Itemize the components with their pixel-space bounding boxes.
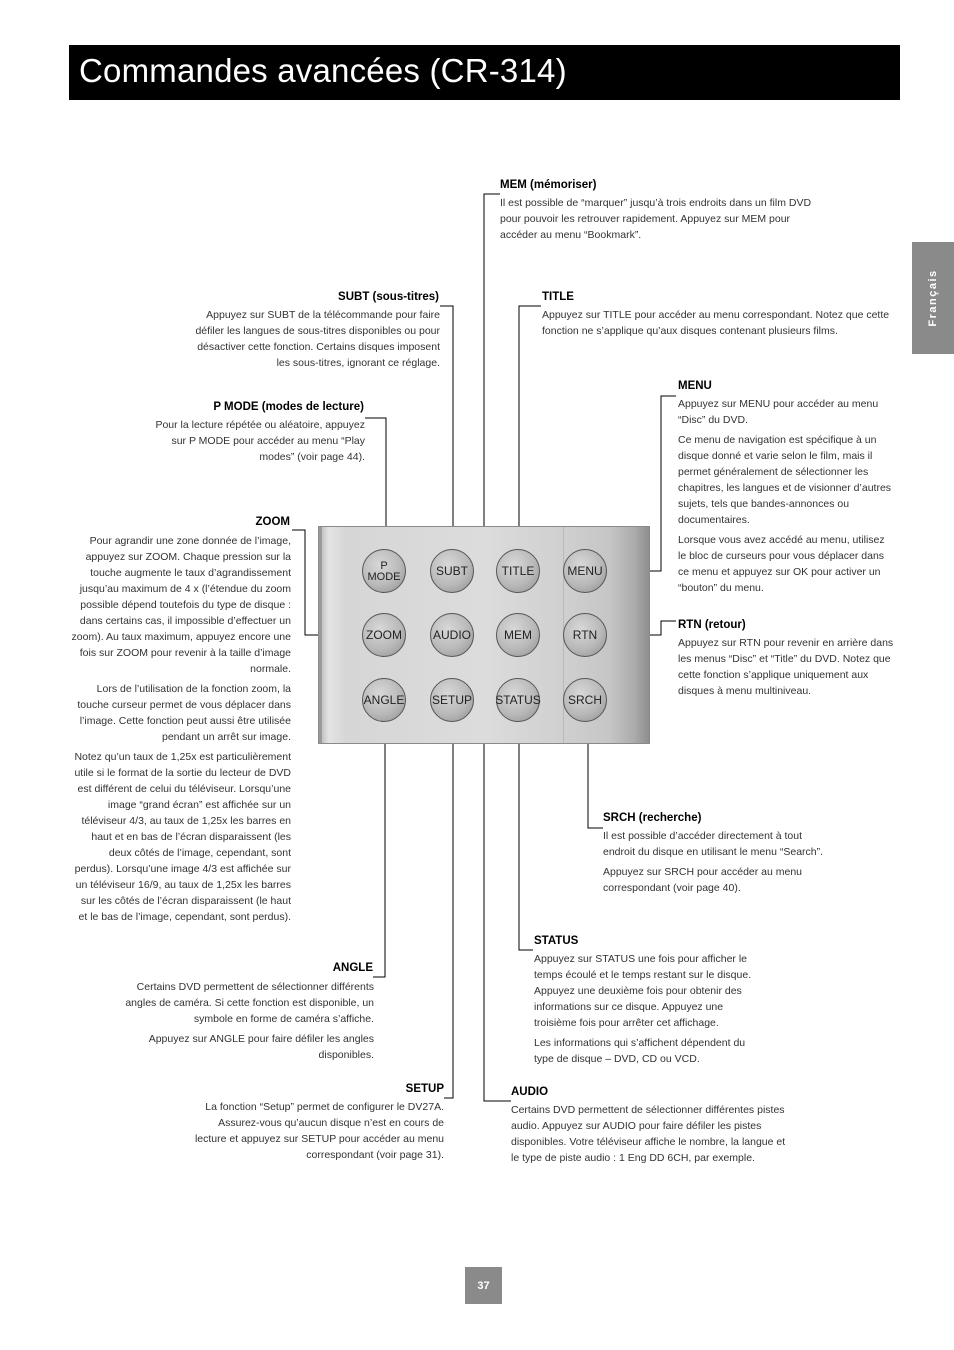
pmode-description: Pour la lecture répétée ou aléatoire, appuyez sur P MODE pour accéder au menu “Play modes” (voir page 44).: [155, 419, 365, 463]
menu-heading: MENU: [678, 380, 712, 392]
zoom-description: Pour agrandir une zone donnée de l’image, appuyez sur ZOOM. Chaque pression sur la touche augmente le taux d’agrandissement jusqu’au maximum de 4 x (l’étendue du zoom possible dépend toutefois du type de disque : dans certains cas, il impossible d’effectuer un zoom). Au taux maximum, appuyez encore une fois sur ZOOM pour revenir à la taille d’image normale. Lors de l’utilisation de la fonction zoom, la touche curseur permet de vous déplacer dans l’image. Cette fonction peut aussi être utilisée pendant un arrêt sur image. Notez qu’un taux de 1,25x est particulièrement utile si le format de la sortie du lecteur de DVD est différent de celui du téléviseur. Lorsqu’une image “grand écran” est affichée sur un téléviseur 4/3, au taux de 1,25x les barres en haut et en bas de l’écran disparaissent (les deux côtés de l’image, cependant, sont perdus). Lorsqu’une image 4/3 est affichée sur un téléviseur 16/9, au taux de 1,25x les barres sur les côtés de l’écran disparaissent (le haut et le bas de l’image, cependant, sont perdus).: [71, 535, 291, 923]
setup-description: La fonction “Setup” permet de configurer le DV27A. Assurez-vous qu’aucun disque n’est en cours de lecture et appuyez sur SETUP pour accéder au menu correspondant (voir page 31).: [194, 1101, 444, 1161]
status-heading: STATUS: [534, 935, 579, 947]
audio-button[interactable]: AUDIO: [430, 613, 474, 657]
audio-description: Certains DVD permettent de sélectionner différentes pistes audio. Appuyez sur AUDIO pour faire défiler les pistes disponibles. Votre téléviseur affiche le nombre, la langue et le type de piste audio : 1 Eng DD 6CH, par exemple.: [511, 1104, 786, 1164]
page-number: 37: [465, 1267, 502, 1304]
menu-button[interactable]: MENU: [563, 549, 607, 593]
rtn-description: Appuyez sur RTN pour revenir en arrière dans les menus “Disc” et “Title” du DVD. Notez que cette fonction s’applique uniquement aux disques à menu multiniveau.: [678, 637, 894, 697]
setup-button[interactable]: SETUP: [430, 678, 474, 722]
status-leader-line: [519, 722, 533, 950]
status-button[interactable]: STATUS: [496, 678, 540, 722]
subt-heading: SUBT (sous-titres): [338, 291, 439, 303]
page-title: Commandes avancées (CR-314): [79, 52, 567, 89]
pmode-heading: P MODE (modes de lecture): [213, 401, 364, 413]
title-button[interactable]: TITLE: [496, 549, 540, 593]
subt-description: Appuyez sur SUBT de la télécommande pour faire défiler les langues de sous-titres disponibles ou pour désactiver cette fonction. Certains disques imposent les sous-titres, ignorant ce réglage.: [195, 309, 440, 369]
subt-leader-line: [440, 306, 453, 550]
audio-heading: AUDIO: [511, 1086, 549, 1098]
title-leader-line: [519, 306, 541, 550]
srch-description: Il est possible d’accéder directement à tout endroit du disque en utilisant le menu “Search”. Appuyez sur SRCH pour accéder au menu correspondant (voir page 40).: [603, 830, 824, 894]
srch-button[interactable]: SRCH: [563, 678, 607, 722]
title-description: Appuyez sur TITLE pour accéder au menu correspondant. Notez que cette fonction ne s’applique qu’aux disques contenant plusieurs films.: [542, 309, 890, 337]
setup-leader-line: [444, 722, 453, 1098]
angle-heading: ANGLE: [332, 962, 373, 974]
mem-button[interactable]: MEM: [496, 613, 540, 657]
mem-description: Il est possible de “marquer” jusqu’à trois endroits dans un film DVD pour pouvoir les retrouver rapidement. Appuyez sur MEM pour accéder au menu “Bookmark”.: [500, 197, 812, 241]
menu-description: Appuyez sur MENU pour accéder au menu “Disc” du DVD. Ce menu de navigation est spécifique à un disque donné et varie selon le film, mais il permet généralement de sélectionner les chapitres, les langues et de visionner d’autres sujets, tels que bandes-annonces ou documentaires. Lorsque vous avez accédé au menu, utilisez le bloc de curseurs pour vous déplacer dans ce menu et appuyez sur OK pour activer un “bouton” du menu.: [678, 398, 892, 594]
subt-button[interactable]: SUBT: [430, 549, 474, 593]
status-description: Appuyez sur STATUS une fois pour afficher le temps écoulé et le temps restant sur le disque. Appuyez une deuxième fois pour obtenir des informations sur ce disque. Appuyez une troisième fois pour arrêter cet affichage. Les informations qui s’affichent dépendent du type de disque – DVD, CD ou VCD.: [534, 953, 752, 1065]
srch-heading: SRCH (recherche): [603, 812, 702, 824]
setup-heading: SETUP: [405, 1083, 444, 1095]
zoom-heading: ZOOM: [255, 516, 290, 528]
language-tab-label: Français: [927, 269, 939, 327]
mem-heading: MEM (mémoriser): [500, 179, 597, 191]
angle-description: Certains DVD permettent de sélectionner différents angles de caméra. Si cette fonction est disponible, un symbole en forme de caméra s’affiche. Appuyez sur ANGLE pour faire défiler les angles disponibles.: [125, 981, 374, 1061]
rtn-heading: RTN (retour): [678, 619, 746, 631]
title-heading: TITLE: [542, 291, 574, 303]
zoom-button[interactable]: ZOOM: [362, 613, 406, 657]
pmode-button[interactable]: P MODE: [362, 549, 406, 593]
angle-button[interactable]: ANGLE: [362, 678, 406, 722]
angle-leader-line: [373, 722, 385, 977]
rtn-button[interactable]: RTN: [563, 613, 607, 657]
